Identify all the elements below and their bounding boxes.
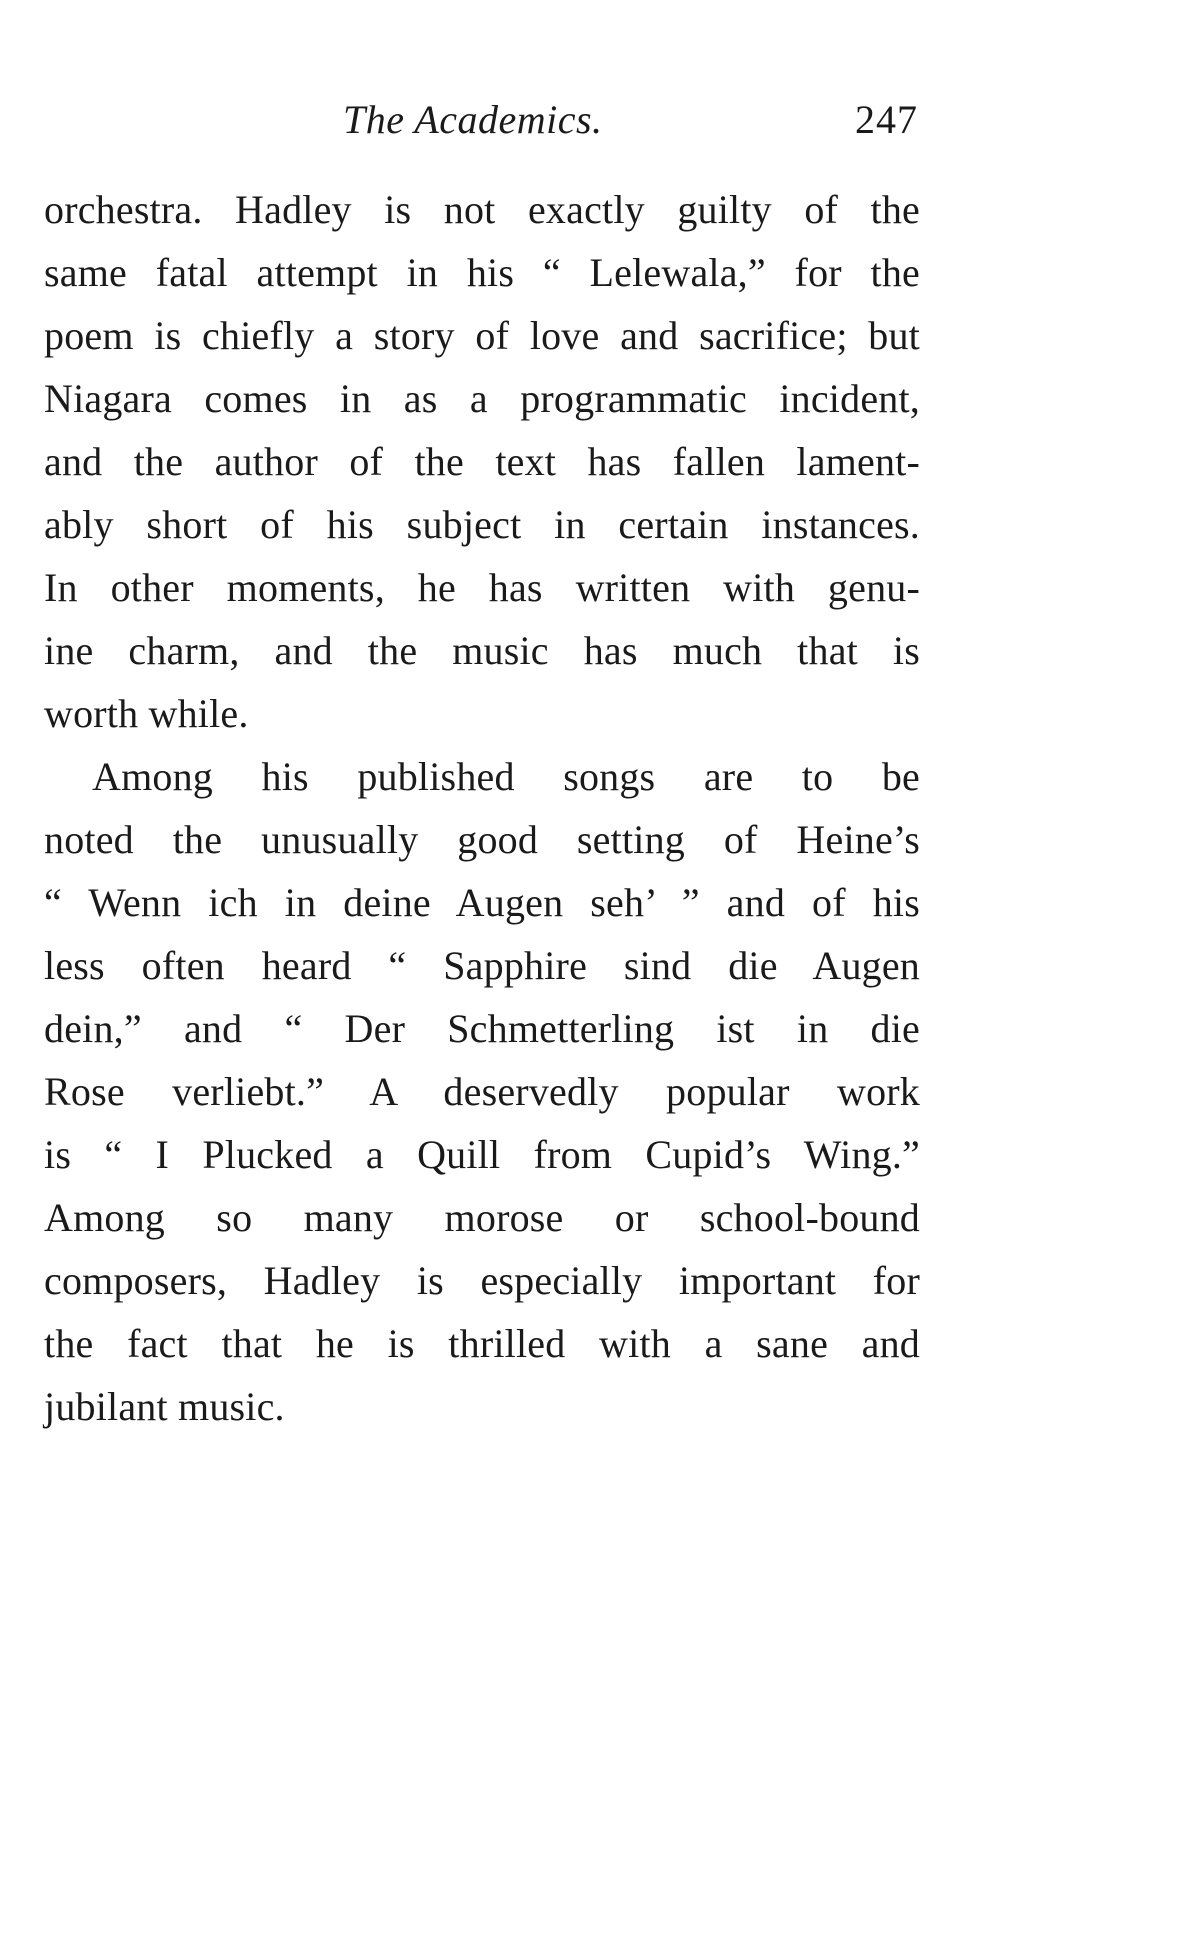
text-line: Niagara comes in as a programmatic incident, (44, 376, 920, 421)
text-line: same fatal attempt in his “ Lelewala,” for the (44, 250, 920, 295)
text-line: poem is chiefly a story of love and sacrifice; but (44, 313, 920, 358)
running-title: The Academics. (343, 97, 603, 142)
text-line: ine charm, and the music has much that is (44, 628, 920, 673)
text-line: the fact that he is thrilled with a sane and (44, 1321, 920, 1366)
text-line: dein,” and “ Der Schmetterling ist in die (44, 1006, 920, 1051)
text-line: noted the unusually good setting of Heine’s (44, 817, 920, 862)
text-line: worth while. (44, 691, 249, 736)
text-line: Among so many morose or school-bound (44, 1195, 920, 1240)
text-line: ably short of his subject in certain instances. (44, 502, 920, 547)
text-line: In other moments, he has written with genu- (44, 565, 920, 610)
text-line: Rose verliebt.” A deservedly popular work (44, 1069, 920, 1114)
paragraph (44, 178, 920, 745)
text-line: “ Wenn ich in deine Augen seh’ ” and of his (44, 880, 920, 925)
text-line: Among his published songs are to be (92, 754, 920, 799)
text-line: is “ I Plucked a Quill from Cupid’s Wing.” (44, 1132, 920, 1177)
text-line: orchestra. Hadley is not exactly guilty of the (44, 187, 920, 232)
body-text (44, 178, 920, 1438)
page-number: 247 (855, 97, 918, 142)
text-line: and the author of the text has fallen lament- (44, 439, 920, 484)
running-head (48, 96, 918, 146)
text-line: less often heard “ Sapphire sind die Augen (44, 943, 920, 988)
text-line: jubilant music. (44, 1384, 285, 1429)
text-line: composers, Hadley is especially important for (44, 1258, 920, 1303)
paragraph (44, 745, 920, 1438)
